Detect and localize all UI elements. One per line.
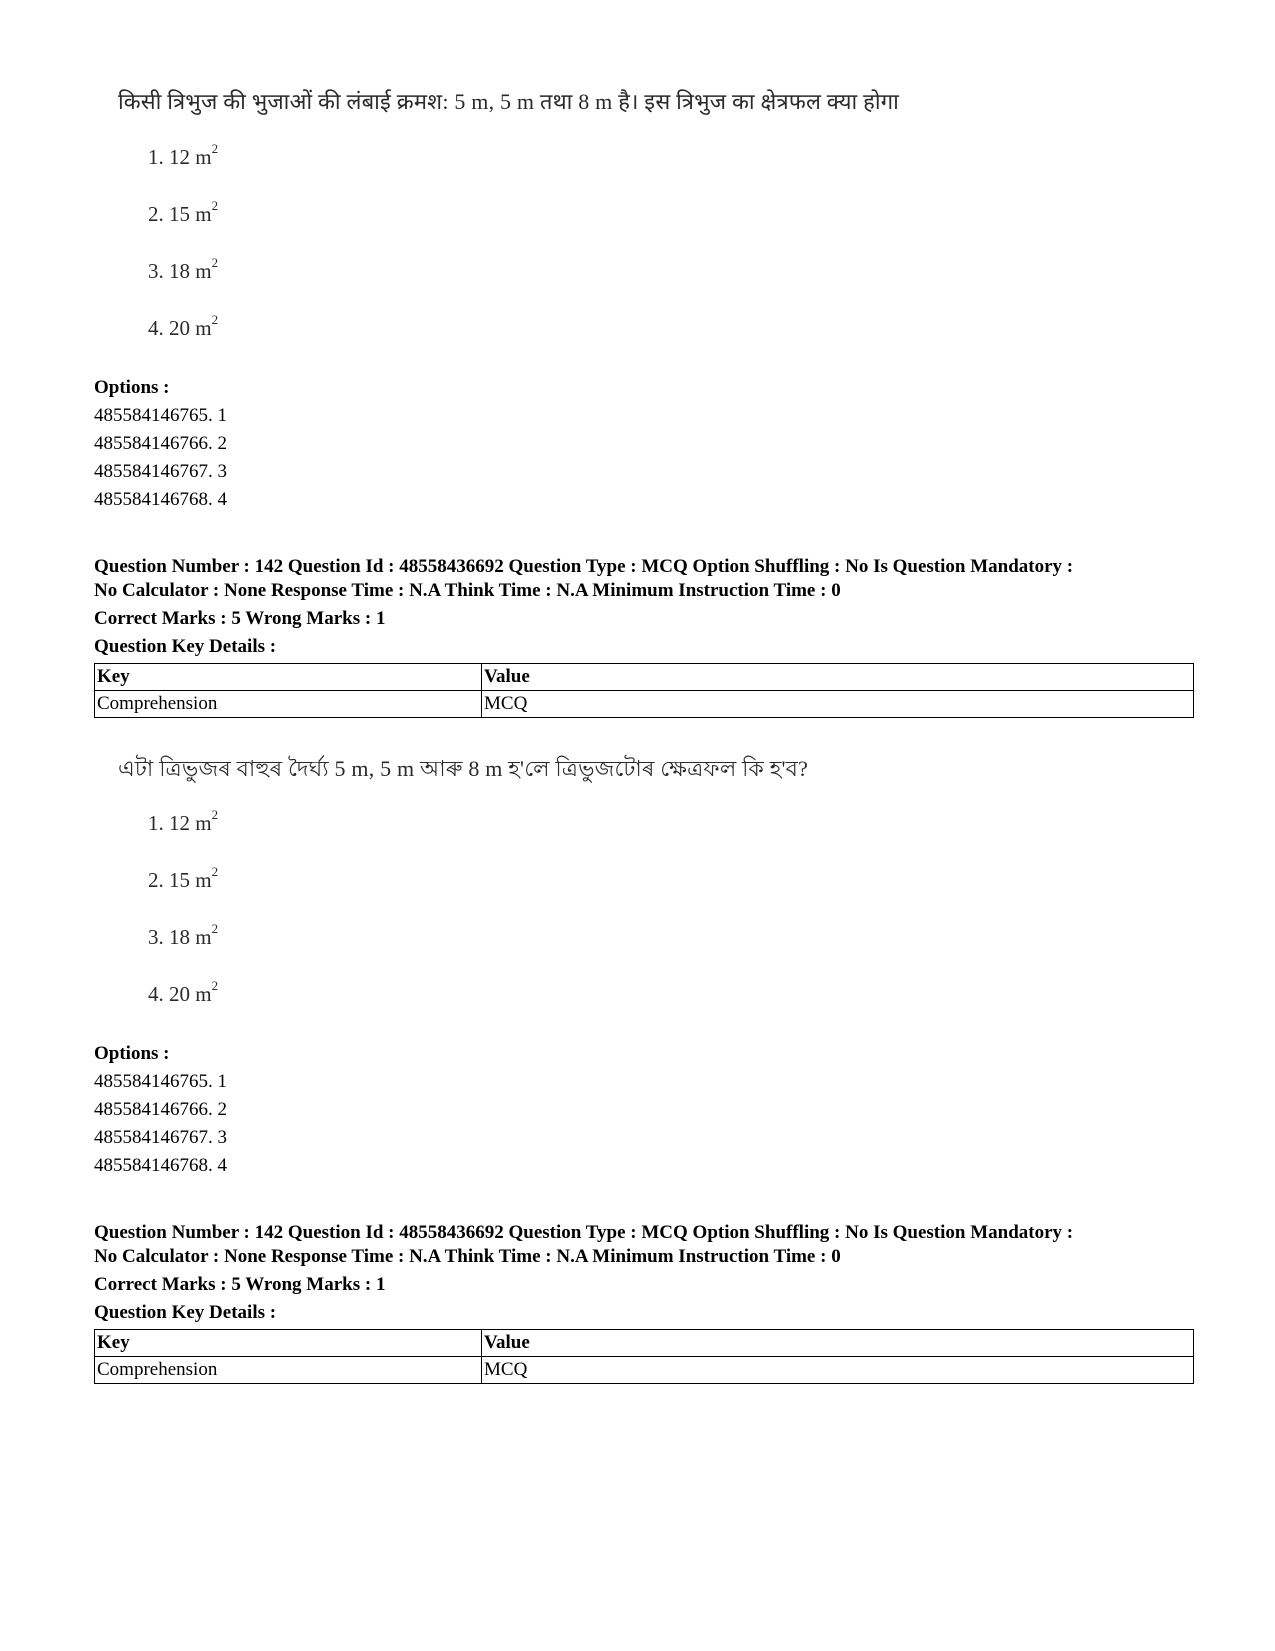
option-id-4: 485584146768. 4 (94, 1155, 227, 1176)
question-meta-line1: Question Number : 142 Question Id : 48558436692 Question Type : MCQ Option Shuffling : No Is Question Mandatory : (94, 556, 1074, 577)
table-header-row (95, 664, 1194, 691)
table-header-value: Value (482, 664, 1194, 691)
question-meta-line2: No Calculator : None Response Time : N.A Think Time : N.A Minimum Instruction Time : 0 (94, 1246, 841, 1267)
options-heading: Options : (94, 377, 170, 398)
key-details-heading: Question Key Details : (94, 1302, 277, 1323)
question-meta-line2: No Calculator : None Response Time : N.A Think Time : N.A Minimum Instruction Time : 0 (94, 580, 841, 601)
key-details-table (94, 663, 1194, 718)
choice-4: 4. 20 $m^2$ (148, 978, 219, 1006)
question-text-hindi: किसी त्रिभुज की भुजाओं की लंबाई क्रमश: 5 m, 5 m तथा 8 m है। इस त्रिभुज का क्षेत्रफल क्या होगा (118, 89, 900, 114)
options-heading: Options : (94, 1043, 170, 1064)
option-id-2: 485584146766. 2 (94, 433, 227, 454)
question-text-assamese: এটা ত্ৰিভুজৰ বাহুৰ দৈৰ্ঘ্য 5 m, 5 m আৰু 8 m হ'লে ত্ৰিভুজটোৰ ক্ষেত্ৰফল কি হ'ব? (118, 756, 809, 781)
table-row (95, 691, 1194, 718)
table-cell-value: MCQ (482, 1357, 1194, 1384)
choice-1: 1. 12 $m^2$ (148, 807, 219, 835)
question-meta-line1: Question Number : 142 Question Id : 48558436692 Question Type : MCQ Option Shuffling : No Is Question Mandatory : (94, 1222, 1074, 1243)
table-cell-value: MCQ (482, 691, 1194, 718)
option-id-3: 485584146767. 3 (94, 1127, 227, 1148)
choice-3: 3. 18 $m^2$ (148, 921, 219, 949)
option-id-1: 485584146765. 1 (94, 405, 227, 426)
table-cell-key: Comprehension (95, 1357, 482, 1384)
option-id-4: 485584146768. 4 (94, 489, 227, 510)
option-id-1: 485584146765. 1 (94, 1071, 227, 1092)
table-header-row (95, 1330, 1194, 1357)
key-details-heading: Question Key Details : (94, 636, 277, 657)
table-cell-key: Comprehension (95, 691, 482, 718)
table-header-value: Value (482, 1330, 1194, 1357)
marks-line: Correct Marks : 5 Wrong Marks : 1 (94, 608, 386, 629)
choice-2: 2. 15 $m^2$ (148, 198, 219, 226)
key-details-table (94, 1329, 1194, 1384)
choice-4: 4. 20 $m^2$ (148, 312, 219, 340)
table-header-key: Key (95, 1330, 482, 1357)
table-row (95, 1357, 1194, 1384)
choice-1: 1. 12 $m^2$ (148, 141, 219, 169)
choice-2: 2. 15 $m^2$ (148, 864, 219, 892)
option-id-2: 485584146766. 2 (94, 1099, 227, 1120)
table-header-key: Key (95, 664, 482, 691)
choice-3: 3. 18 $m^2$ (148, 255, 219, 283)
marks-line: Correct Marks : 5 Wrong Marks : 1 (94, 1274, 386, 1295)
option-id-3: 485584146767. 3 (94, 461, 227, 482)
